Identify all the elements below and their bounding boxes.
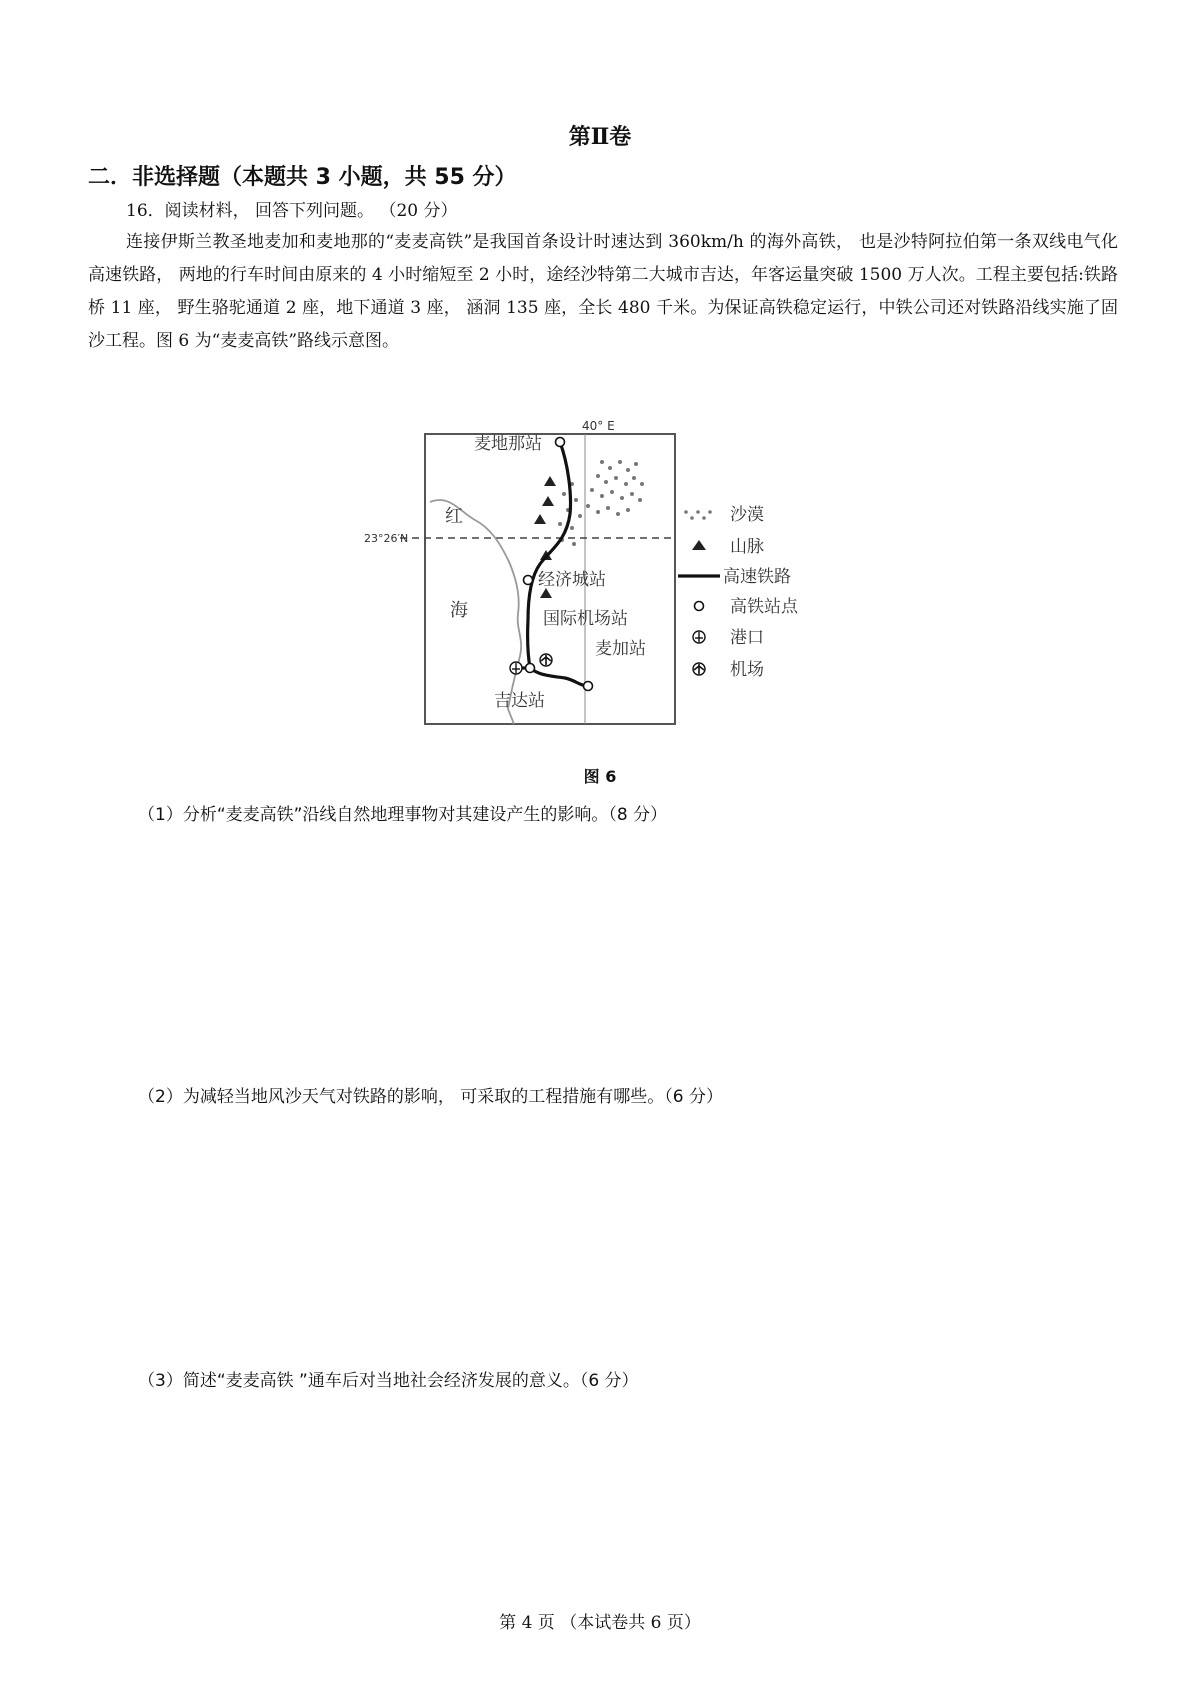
sub-question-3: （3）简述“麦麦高铁 ”通车后对当地社会经济发展的意义。（6 分） — [138, 1371, 639, 1391]
map-legend — [678, 505, 799, 680]
legend-desert-icon — [684, 510, 712, 520]
port-icon — [510, 662, 522, 674]
section-title: 二．非选择题（本题共 3 小题，共 55 分） — [88, 165, 517, 190]
legend-airport-label: 机场 — [730, 660, 764, 680]
legend-station-icon — [695, 602, 704, 611]
airport-icon — [540, 654, 552, 666]
part-title: 第Ⅱ卷 — [568, 124, 632, 150]
legend-station-label: 高铁站点 — [730, 597, 798, 617]
legend-airport-icon — [693, 663, 705, 675]
legend-desert-label: 沙漠 — [730, 505, 764, 525]
label-economic-city: 经济城站 — [538, 570, 606, 590]
question-16-heading: 16．阅读材料， 回答下列问题。 （20 分） — [126, 201, 458, 221]
longitude-label: 40° E — [582, 419, 615, 433]
sea-label-red: 红 — [445, 506, 463, 527]
sub-question-2: （2）为减轻当地风沙天气对铁路的影响， 可采取的工程措施有哪些。（6 分） — [138, 1087, 723, 1107]
station-medina — [556, 438, 565, 447]
railway-route-map — [364, 419, 820, 744]
legend-mountain-icon — [692, 540, 706, 550]
station-mecca — [584, 682, 593, 691]
question-16-material: 连接伊斯兰教圣地麦加和麦地那的“麦麦高铁”是我国首条设计时速达到 360km/h 的海外高铁， 也是沙特阿拉伯第一条双线电气化高速铁路， 两地的行车时间由原来的 4 小时缩短至 2 小时，途经沙特第二大城市吉达，年客运量突破 1500 万人次。工程主要包括:铁路桥 11 座， 野生骆驼通道 2 座，地下通道 3 座， 涵洞 135 座，全长 480 千米。为保证高铁稳定运行，中铁公司还对铁路沿线实施了固沙工程。图 6 为“麦麦高铁”路线示意图。 — [88, 232, 1118, 351]
label-medina: 麦地那站 — [474, 434, 542, 454]
figure-caption: 图 6 — [583, 767, 617, 786]
label-mecca: 麦加站 — [595, 639, 646, 659]
legend-port-icon — [693, 631, 705, 643]
sub-question-1: （1）分析“麦麦高铁”沿线自然地理事物对其建设产生的影响。（8 分） — [138, 805, 668, 825]
legend-railway-label: 高速铁路 — [723, 567, 791, 587]
station-jeddah — [526, 664, 535, 673]
page-footer: 第 4 页 （本试卷共 6 页） — [499, 1613, 701, 1633]
label-airport-station: 国际机场站 — [543, 609, 628, 629]
station-economic-city — [524, 576, 533, 585]
legend-port-label: 港口 — [730, 628, 764, 648]
latitude-label: 23°26′N — [364, 532, 409, 545]
sea-label-sea: 海 — [450, 600, 468, 621]
legend-mountain-label: 山脉 — [730, 537, 764, 557]
label-jeddah: 吉达站 — [494, 691, 545, 711]
